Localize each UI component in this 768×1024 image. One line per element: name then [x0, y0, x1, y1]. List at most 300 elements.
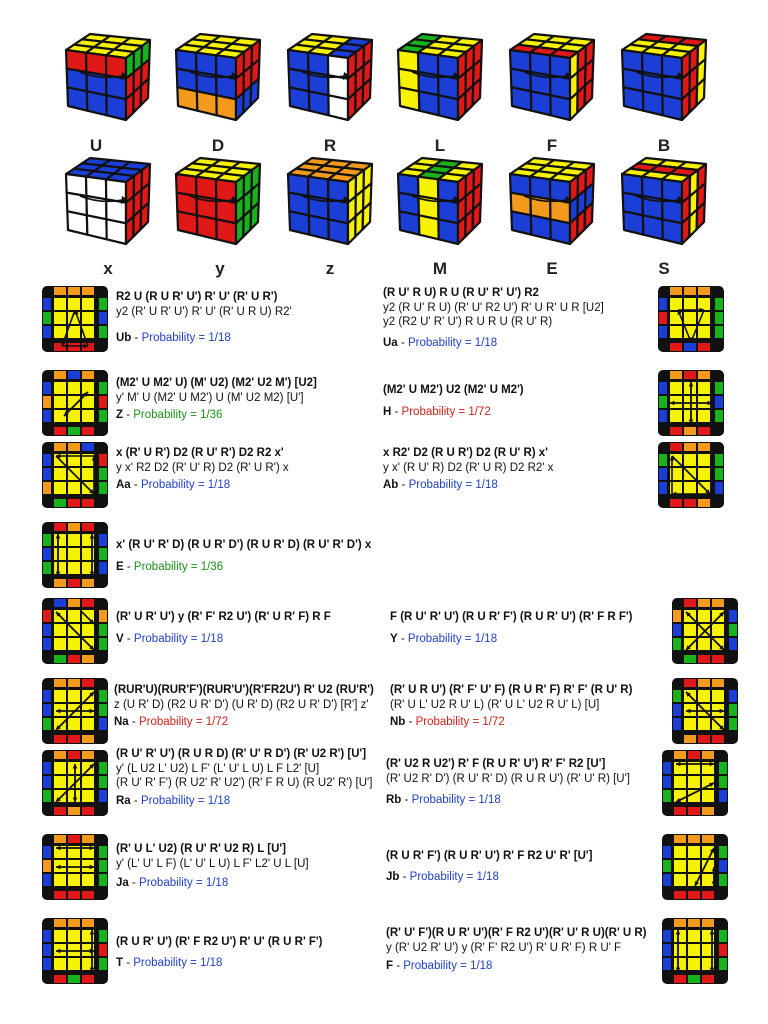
edge-sticker	[43, 396, 51, 408]
front-sticker	[419, 91, 439, 115]
pll-ja: (R' U L' U2) (R U' R' U2 R) L [U'] y' (L' U' L F) (L' U' L U) L F' L2' U L [U] Ja - Probability = 1/18	[116, 843, 309, 889]
probability: Probability = 1/72	[138, 716, 229, 728]
top-sticker	[68, 690, 80, 702]
edge-sticker	[54, 891, 66, 899]
edge-sticker	[659, 482, 667, 494]
move-label-m: M	[432, 259, 448, 278]
edge-sticker	[715, 298, 723, 310]
top-sticker	[698, 690, 710, 702]
edge-sticker	[82, 751, 94, 759]
alg-main: R2 U (R U R' U') R' U' (R' U R')	[116, 291, 278, 303]
top-sticker	[54, 776, 66, 788]
edge-sticker	[684, 679, 696, 687]
top-sticker	[684, 396, 696, 408]
ab-diagram	[656, 440, 722, 506]
pll-name: Na	[114, 716, 129, 728]
edge-sticker	[43, 382, 51, 394]
h-diagram	[656, 368, 722, 434]
edge-sticker	[99, 944, 107, 956]
edge-sticker	[719, 776, 727, 788]
front-sticker	[511, 211, 531, 234]
pll-t: (R U R' U') (R' F R2 U') R' U' (R U R' F') T - Probability = 1/18	[116, 936, 323, 969]
top-sticker	[68, 482, 80, 494]
edge-sticker	[715, 396, 723, 408]
edge-sticker	[99, 690, 107, 702]
front-sticker	[399, 211, 419, 234]
move-label-f: F	[546, 136, 558, 155]
edge-sticker	[68, 443, 80, 451]
pll-v: (R' U R' U') y (R' F' R2 U') (R' U R' F) R F V - Probability = 1/18	[116, 611, 331, 645]
edge-sticker	[674, 751, 686, 759]
alg-main: (R U' R' U') (R U R D) (R' U' R D') (R' U2 R') [U']	[116, 748, 367, 760]
edge-sticker	[663, 944, 671, 956]
edge-sticker	[673, 718, 681, 730]
probability: Probability = 1/36	[133, 560, 224, 573]
top-sticker	[674, 874, 686, 886]
top-sticker	[68, 326, 80, 338]
edge-sticker	[719, 762, 727, 774]
edge-sticker	[54, 427, 66, 435]
edge-sticker	[663, 860, 671, 872]
front-sticker	[623, 211, 643, 234]
edge-sticker	[99, 534, 107, 546]
edge-sticker	[82, 287, 94, 295]
top-sticker	[54, 874, 66, 886]
edge-sticker	[99, 312, 107, 324]
t-diagram	[40, 916, 106, 982]
edge-sticker	[43, 312, 51, 324]
front-sticker	[399, 87, 419, 110]
edge-sticker	[68, 579, 80, 587]
edge-sticker	[99, 860, 107, 872]
pll-ua: (R U' R U) R U (R U' R' U') R2 y2 (R U' R U) (R' U' R2 U') R' U R' U R [U2] y2 (R2 U' R' U') R U R U (R U' R) Ua - Probability = 1/18	[383, 287, 604, 349]
f-diagram	[660, 916, 726, 982]
edge-sticker	[684, 655, 696, 663]
top-sticker	[674, 944, 686, 956]
ua-diagram	[656, 284, 722, 350]
alg-main: (RUR'U)(RUR'F')(RUR'U')(R'FR2U') R' U2 (RU'R')	[114, 684, 374, 696]
front-sticker	[419, 215, 439, 239]
edge-sticker	[670, 343, 682, 351]
edge-sticker	[688, 891, 700, 899]
edge-sticker	[702, 807, 714, 815]
top-sticker	[688, 944, 700, 956]
front-sticker	[328, 95, 348, 120]
edge-sticker	[684, 499, 696, 507]
edge-sticker	[659, 468, 667, 480]
top-sticker	[54, 468, 66, 480]
edge-sticker	[82, 807, 94, 815]
top-sticker	[684, 718, 696, 730]
top-sticker	[54, 298, 66, 310]
edge-sticker	[663, 790, 671, 802]
front-sticker	[309, 91, 329, 115]
top-sticker	[54, 326, 66, 338]
edge-sticker	[688, 919, 700, 927]
edge-sticker	[674, 919, 686, 927]
pll-ra: (R U' R' U') (R U R D) (R' U' R D') (R' U2 R') [U'] y' (L U2 L' U2) L F' (L' U' L U) L F L2' [U] (R U' R' F') (R U2' R' U2') (R' F R U) (R U2' R') [U'] Ra - Probability = 1/18	[116, 748, 373, 807]
aa-diagram	[40, 440, 106, 506]
probability: Probability = 1/18	[133, 956, 223, 969]
edge-sticker	[43, 638, 51, 650]
top-sticker	[688, 846, 700, 858]
edge-sticker	[719, 958, 727, 970]
front-sticker	[643, 215, 663, 239]
edge-sticker	[715, 312, 723, 324]
edge-sticker	[99, 762, 107, 774]
top-sticker	[702, 790, 714, 802]
pll-name: Rb	[386, 794, 402, 806]
edge-sticker	[43, 298, 51, 310]
top-sticker	[712, 690, 724, 702]
edge-sticker	[659, 326, 667, 338]
edge-sticker	[99, 776, 107, 788]
edge-sticker	[99, 790, 107, 802]
edge-sticker	[688, 975, 700, 983]
front-sticker	[289, 87, 309, 110]
top-sticker	[68, 776, 80, 788]
alg-alt: y2 (R2 U' R' U') R U R U (R U' R)	[383, 316, 553, 328]
pll-name: Z	[116, 409, 124, 421]
edge-sticker	[54, 655, 66, 663]
edge-sticker	[43, 482, 51, 494]
probability: Probability = 1/18	[407, 632, 498, 645]
pll-name: H	[383, 405, 392, 418]
alg-alt: (R' U2 R' D') (R U' R' D) (R U R U') (R' U' R) [U']	[386, 772, 630, 785]
edge-sticker	[698, 343, 710, 351]
top-sticker	[82, 410, 94, 422]
edge-sticker	[68, 835, 80, 843]
edge-sticker	[719, 930, 727, 942]
edge-sticker	[82, 679, 94, 687]
edge-sticker	[715, 454, 723, 466]
pll-name: Nb	[390, 716, 406, 728]
pll-rb: (R' U2 R U2') R' F (R U R' U') R' F' R2 [U'] (R' U2 R' D') (R U' R' D) (R U R U') (R' U' R) [U'] Rb - Probability = 1/18	[386, 758, 630, 806]
top-sticker	[68, 534, 80, 546]
edge-sticker	[663, 776, 671, 788]
edge-sticker	[54, 835, 66, 843]
front-sticker	[216, 95, 236, 120]
top-sticker	[82, 624, 94, 636]
edge-sticker	[82, 579, 94, 587]
alg-alt: z (U R' D) (R2 U R' D') (U R' D) (R2 U R' D') [R'] z'	[114, 698, 369, 711]
edge-sticker	[670, 287, 682, 295]
top-sticker	[684, 482, 696, 494]
edge-sticker	[729, 718, 737, 730]
alg-alt: y' M' U (M2' U M2') U (M' U2 M2) [U']	[116, 391, 304, 404]
edge-sticker	[43, 410, 51, 422]
edge-sticker	[43, 790, 51, 802]
top-sticker	[674, 846, 686, 858]
edge-sticker	[659, 410, 667, 422]
top-sticker	[684, 382, 696, 394]
front-sticker	[662, 95, 682, 120]
front-sticker	[197, 91, 217, 115]
front-sticker	[177, 87, 197, 110]
pll-name: Aa	[116, 479, 131, 491]
top-sticker	[698, 610, 710, 622]
top-sticker	[82, 776, 94, 788]
front-sticker	[643, 91, 663, 115]
edge-sticker	[99, 930, 107, 942]
e-diagram	[40, 520, 106, 586]
top-sticker	[670, 396, 682, 408]
pll-e: x' (R U' R' D) (R U R' D') (R U R' D) (R U' R' D') x E - Probability = 1/36	[116, 539, 372, 573]
y-diagram	[670, 596, 736, 662]
pll-name: Y	[390, 632, 398, 645]
pll-name: Ja	[116, 877, 129, 889]
edge-sticker	[54, 343, 66, 351]
edge-sticker	[663, 958, 671, 970]
edge-sticker	[43, 860, 51, 872]
top-sticker	[684, 454, 696, 466]
edge-sticker	[99, 562, 107, 574]
edge-sticker	[659, 396, 667, 408]
front-sticker	[511, 87, 531, 110]
top-sticker	[54, 690, 66, 702]
pll-name: Ub	[116, 332, 132, 344]
alg-alt: y2 (R U' R U) (R' U' R2 U') R' U R' U R [U2]	[383, 301, 604, 314]
top-sticker	[670, 298, 682, 310]
edge-sticker	[702, 919, 714, 927]
alg-alt: y' (L U2 L' U2) L F' (L' U' L U) L F L2' [U]	[116, 762, 320, 775]
move-label-u: U	[89, 136, 103, 155]
front-sticker	[623, 87, 643, 110]
edge-sticker	[673, 624, 681, 636]
top-sticker	[68, 704, 80, 716]
pll-na: (RUR'U)(RUR'F')(RUR'U')(R'FR2U') R' U2 (RU'R') z (U R' D) (R2 U R' D') (U R' D) (R2 U R' D') [R'] z' Na - Probability = 1/72	[114, 684, 374, 728]
cube-f	[504, 28, 600, 124]
edge-sticker	[54, 975, 66, 983]
edge-sticker	[719, 846, 727, 858]
pll-name: E	[116, 560, 124, 573]
alg-main: (R' U R' U') y (R' F' R2 U') (R' U R' F) R F	[116, 611, 331, 623]
edge-sticker	[729, 610, 737, 622]
front-sticker	[177, 211, 197, 234]
na-diagram	[40, 676, 106, 742]
edge-sticker	[673, 610, 681, 622]
edge-sticker	[698, 499, 710, 507]
edge-sticker	[702, 975, 714, 983]
move-label-z: z	[325, 259, 335, 278]
edge-sticker	[99, 382, 107, 394]
front-sticker	[531, 215, 551, 239]
edge-sticker	[43, 690, 51, 702]
top-sticker	[670, 382, 682, 394]
move-label-e: E	[546, 259, 558, 278]
edge-sticker	[54, 735, 66, 743]
edge-sticker	[82, 371, 94, 379]
edge-sticker	[54, 443, 66, 451]
top-sticker	[68, 944, 80, 956]
edge-sticker	[43, 776, 51, 788]
edge-sticker	[68, 679, 80, 687]
edge-sticker	[82, 919, 94, 927]
edge-sticker	[670, 443, 682, 451]
pll-name: Ua	[383, 336, 398, 349]
top-sticker	[674, 930, 686, 942]
edge-sticker	[99, 638, 107, 650]
probability: Probability = 1/18	[408, 479, 498, 491]
edge-sticker	[82, 523, 94, 531]
edge-sticker	[82, 499, 94, 507]
move-label-l: L	[434, 136, 446, 155]
edge-sticker	[715, 382, 723, 394]
top-sticker	[68, 638, 80, 650]
top-sticker	[674, 776, 686, 788]
edge-sticker	[82, 835, 94, 843]
top-sticker	[54, 312, 66, 324]
top-sticker	[684, 624, 696, 636]
alg-main: x' (R U' R' D) (R U R' D') (R U R' D) (R U' R' D') x	[116, 539, 372, 551]
edge-sticker	[663, 930, 671, 942]
edge-sticker	[99, 326, 107, 338]
probability: Probability = 1/18	[407, 336, 498, 349]
probability: Probability = 1/72	[401, 405, 491, 418]
probability: Probability = 1/18	[411, 794, 501, 806]
top-sticker	[82, 874, 94, 886]
front-sticker	[216, 219, 236, 244]
top-sticker	[54, 534, 66, 546]
probability: Probability = 1/18	[140, 479, 231, 491]
cube-l	[392, 28, 488, 124]
edge-sticker	[663, 846, 671, 858]
jb-diagram	[660, 832, 726, 898]
top-sticker	[698, 326, 710, 338]
cube-y	[170, 152, 266, 248]
alg-main: (M2' U M2' U) (M' U2) (M2' U2 M') [U2]	[116, 377, 317, 389]
edge-sticker	[82, 891, 94, 899]
edge-sticker	[712, 679, 724, 687]
edge-sticker	[54, 599, 66, 607]
edge-sticker	[674, 835, 686, 843]
top-sticker	[82, 704, 94, 716]
edge-sticker	[99, 874, 107, 886]
alg-alt: (R' U L' U2 R U' L) (R' U L' U2 R U' L) [U]	[390, 698, 600, 711]
top-sticker	[702, 874, 714, 886]
edge-sticker	[673, 690, 681, 702]
top-sticker	[54, 396, 66, 408]
edge-sticker	[659, 382, 667, 394]
front-sticker	[67, 211, 87, 234]
top-sticker	[688, 958, 700, 970]
top-sticker	[674, 860, 686, 872]
front-sticker	[87, 215, 107, 239]
front-sticker	[289, 211, 309, 234]
top-sticker	[698, 382, 710, 394]
cube-d	[170, 28, 266, 124]
top-sticker	[68, 562, 80, 574]
top-sticker	[68, 610, 80, 622]
edge-sticker	[715, 326, 723, 338]
move-label-b: B	[657, 136, 671, 155]
top-sticker	[670, 410, 682, 422]
front-sticker	[550, 219, 570, 244]
edge-sticker	[43, 762, 51, 774]
edge-sticker	[659, 454, 667, 466]
edge-sticker	[663, 762, 671, 774]
probability: Probability = 1/18	[409, 870, 499, 883]
front-sticker	[328, 219, 348, 244]
edge-sticker	[688, 807, 700, 815]
edge-sticker	[43, 718, 51, 730]
edge-sticker	[702, 891, 714, 899]
edge-sticker	[54, 679, 66, 687]
top-sticker	[54, 624, 66, 636]
edge-sticker	[99, 482, 107, 494]
pll-ab: x R2' D2 (R U R') D2 (R U' R) x' y x' (R U' R) D2 (R' U R) D2 R2' x Ab - Probability = 1/18	[383, 447, 554, 491]
pll-f: (R' U' F')(R U R' U')(R' F R2 U')(R' U' R U)(R' U R) y (R' U2 R' U') y (R' F' R2 U') R' U R' F) R U' F F - Probability = 1/18	[386, 927, 647, 972]
edge-sticker	[43, 454, 51, 466]
edge-sticker	[68, 287, 80, 295]
v-diagram	[40, 596, 106, 662]
edge-sticker	[698, 427, 710, 435]
edge-sticker	[670, 499, 682, 507]
edge-sticker	[43, 562, 51, 574]
edge-sticker	[99, 468, 107, 480]
alg-main: (R' U L' U2) (R U' R' U2 R) L [U']	[116, 843, 286, 855]
edge-sticker	[54, 919, 66, 927]
alg-alt: y x' R2 D2 (R' U' R) D2 (R' U R') x	[116, 461, 289, 474]
top-sticker	[82, 312, 94, 324]
edge-sticker	[68, 751, 80, 759]
edge-sticker	[43, 958, 51, 970]
ub-diagram	[40, 284, 106, 350]
edge-sticker	[698, 679, 710, 687]
pll-name: Ab	[383, 479, 399, 491]
edge-sticker	[82, 427, 94, 435]
cube-r	[282, 28, 378, 124]
probability: Probability = 1/36	[133, 409, 223, 421]
probability: Probability = 1/18	[140, 794, 231, 807]
front-sticker	[438, 95, 458, 120]
edge-sticker	[99, 610, 107, 622]
nb-diagram	[670, 676, 736, 742]
edge-sticker	[68, 499, 80, 507]
edge-sticker	[68, 891, 80, 899]
cube-u	[60, 28, 156, 124]
rb-diagram	[660, 748, 726, 814]
top-sticker	[698, 468, 710, 480]
top-sticker	[684, 312, 696, 324]
probability: Probability = 1/18	[141, 332, 231, 344]
edge-sticker	[68, 975, 80, 983]
edge-sticker	[68, 919, 80, 927]
edge-sticker	[54, 807, 66, 815]
move-label-y: y	[215, 259, 225, 278]
edge-sticker	[68, 371, 80, 379]
cube-e	[504, 152, 600, 248]
edge-sticker	[698, 287, 710, 295]
probability: Probability = 1/18	[139, 877, 229, 889]
edge-sticker	[68, 807, 80, 815]
edge-sticker	[659, 298, 667, 310]
pll-h: (M2' U M2') U2 (M2' U M2') H - Probability = 1/72	[383, 384, 524, 418]
front-sticker	[67, 87, 87, 110]
edge-sticker	[68, 343, 80, 351]
alg-main: (R' U2 R U2') R' F (R U R' U') R' F' R2 [U']	[386, 758, 606, 770]
alg-alt: y x' (R U' R) D2 (R' U R) D2 R2' x	[383, 461, 554, 474]
alg-main: F (R U' R' U') (R U R' F') (R U R' U') (R' F R F')	[390, 611, 633, 623]
edge-sticker	[715, 468, 723, 480]
front-sticker	[309, 215, 329, 239]
edge-sticker	[68, 735, 80, 743]
alg-alt: y' (L' U' L F) (L' U' L U) L F' L2' U L [U]	[116, 857, 309, 870]
top-sticker	[688, 860, 700, 872]
front-sticker	[550, 95, 570, 120]
front-sticker	[87, 91, 107, 115]
pll-name: T	[116, 956, 124, 969]
